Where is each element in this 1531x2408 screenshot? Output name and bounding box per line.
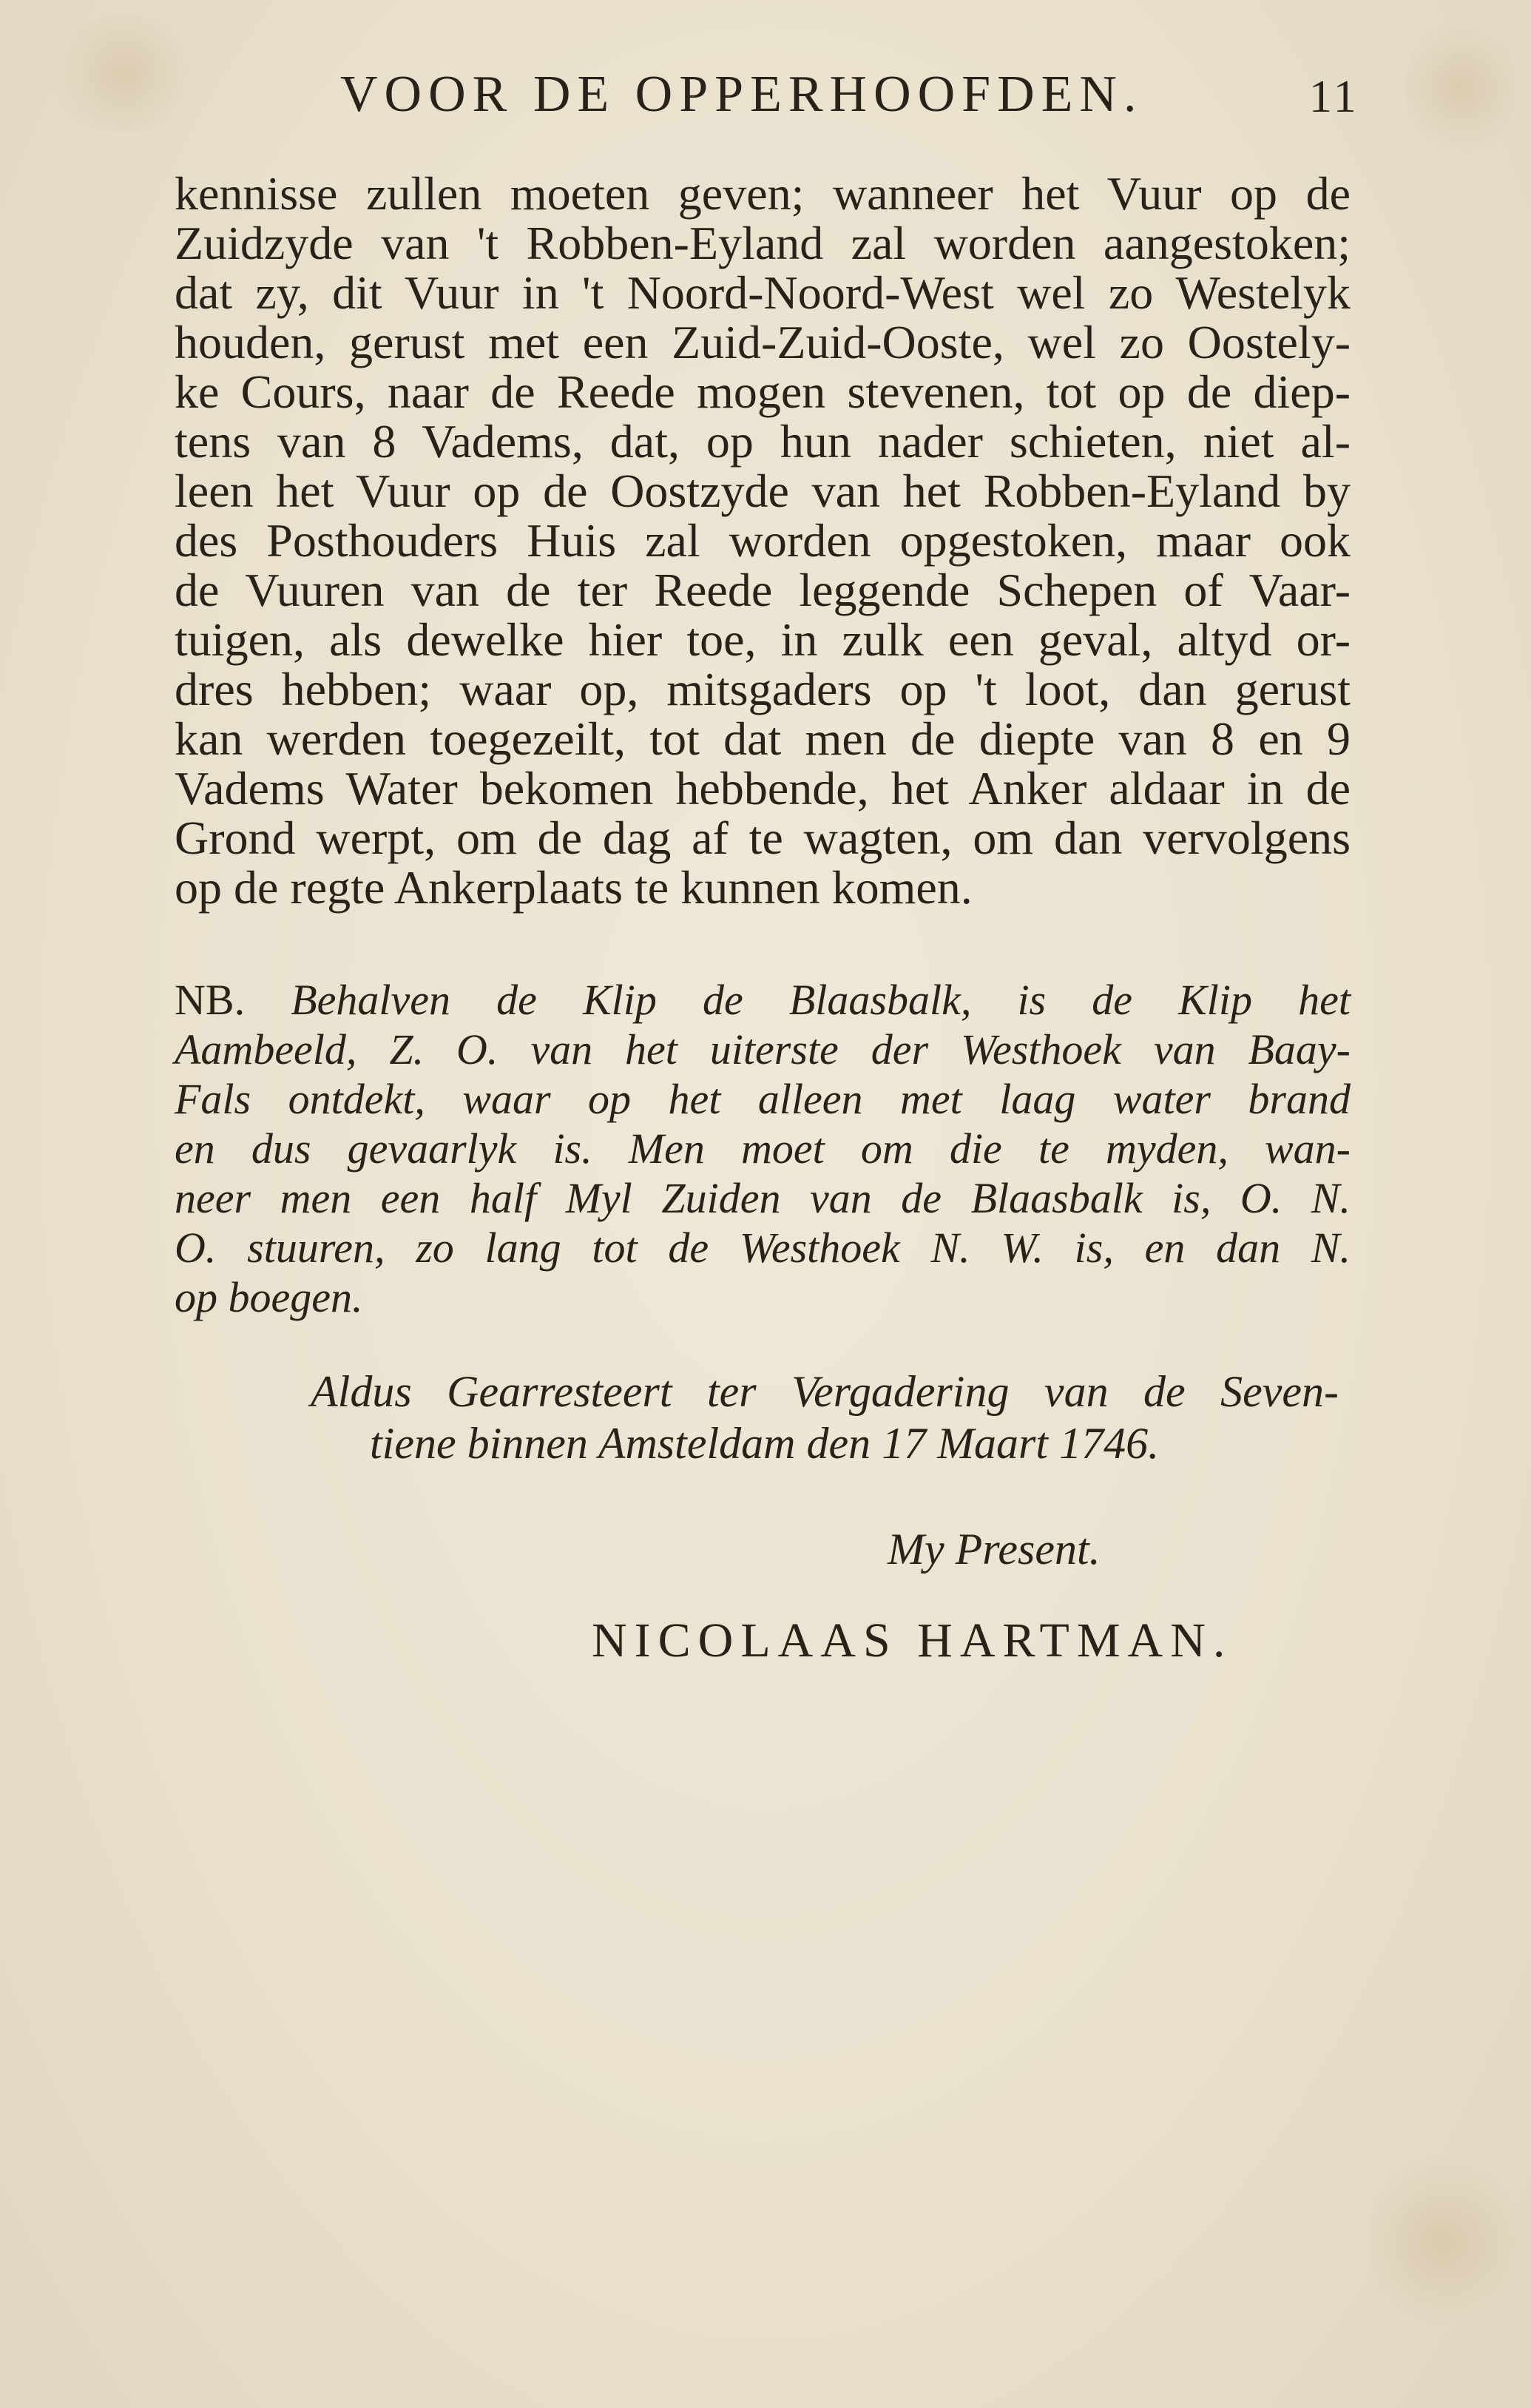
nb-line: neer men een half Myl Zuiden van de Blaasbalk is, O. N. — [175, 1174, 1351, 1222]
running-title: VOOR DE OPPERHOOFDEN. — [340, 66, 1143, 123]
nb-line: O. stuuren, zo lang tot de Westhoek N. W. is, en dan N. — [175, 1224, 1351, 1272]
text-line: des Posthouders Huis zal worden opgestoken, maar ook — [175, 514, 1351, 567]
page-header — [0, 65, 1531, 146]
text-line: leen het Vuur op de Oostzyde van het Robben-Eyland by — [175, 465, 1351, 517]
nb-line: Fals ontdekt, waar op het alleen met laag water brand — [175, 1075, 1351, 1123]
text-line: ke Cours, naar de Reede mogen stevenen, tot op de diep- — [175, 365, 1351, 418]
text-line: houden, gerust met een Zuid-Zuid-Ooste, wel zo Oostely- — [175, 316, 1351, 368]
presence-note: My Present. — [888, 1525, 1101, 1574]
text-line: Zuidzyde van 't Robben-Eyland zal worden aangestoken; — [175, 217, 1351, 269]
page-number: 11 — [1309, 72, 1359, 122]
signature-name: NICOLAAS HARTMAN. — [592, 1613, 1233, 1667]
nb-line: en dus gevaarlyk is. Men moet om die te myden, wan- — [175, 1124, 1351, 1173]
nb-line: Aambeeld, Z. O. van het uiterste der Westhoek van Baay- — [175, 1025, 1351, 1073]
decree-line: tiene binnen Amsteldam den 17 Maart 1746. — [370, 1419, 1160, 1468]
nb-label: NB. — [175, 976, 246, 1024]
text-line: dres hebben; waar op, mitsgaders op 't loot, dan gerust — [175, 663, 1351, 715]
text-line: Grond werpt, om de dag af te wagten, om dan vervolgens — [175, 812, 1351, 864]
text-line: tens van 8 Vadems, dat, op hun nader schieten, niet al- — [175, 415, 1351, 468]
nb-first-line — [175, 975, 1351, 1025]
text-line: de Vuuren van de ter Reede leggende Schepen of Vaar- — [175, 564, 1351, 616]
text-line: op de regte Ankerplaats te kunnen komen. — [175, 861, 973, 914]
decree-line: Aldus Gearresteert ter Vergadering van de Seven- — [311, 1367, 1339, 1416]
text-line: kennisse zullen moeten geven; wanneer het Vuur op de — [175, 167, 1351, 220]
nb-line: op boegen. — [175, 1273, 363, 1321]
text-line: dat zy, dit Vuur in 't Noord-Noord-West wel zo Westelyk — [175, 266, 1351, 319]
text-line: Vadems Water bekomen hebbende, het Anker aldaar in de — [175, 762, 1351, 815]
paper-stain — [1368, 2145, 1516, 2338]
nota-bene-paragraph — [175, 975, 1351, 1322]
decree-statement — [311, 1366, 1339, 1469]
nb-first-line-text: Behalven de Klip de Blaasbalk, is de Klip het — [291, 976, 1351, 1024]
text-line: tuigen, als dewelke hier toe, in zulk een geval, altyd or- — [175, 613, 1351, 666]
text-line: kan werden toegezeilt, tot dat men de diepte van 8 en 9 — [175, 712, 1351, 765]
body-text — [175, 169, 1351, 912]
